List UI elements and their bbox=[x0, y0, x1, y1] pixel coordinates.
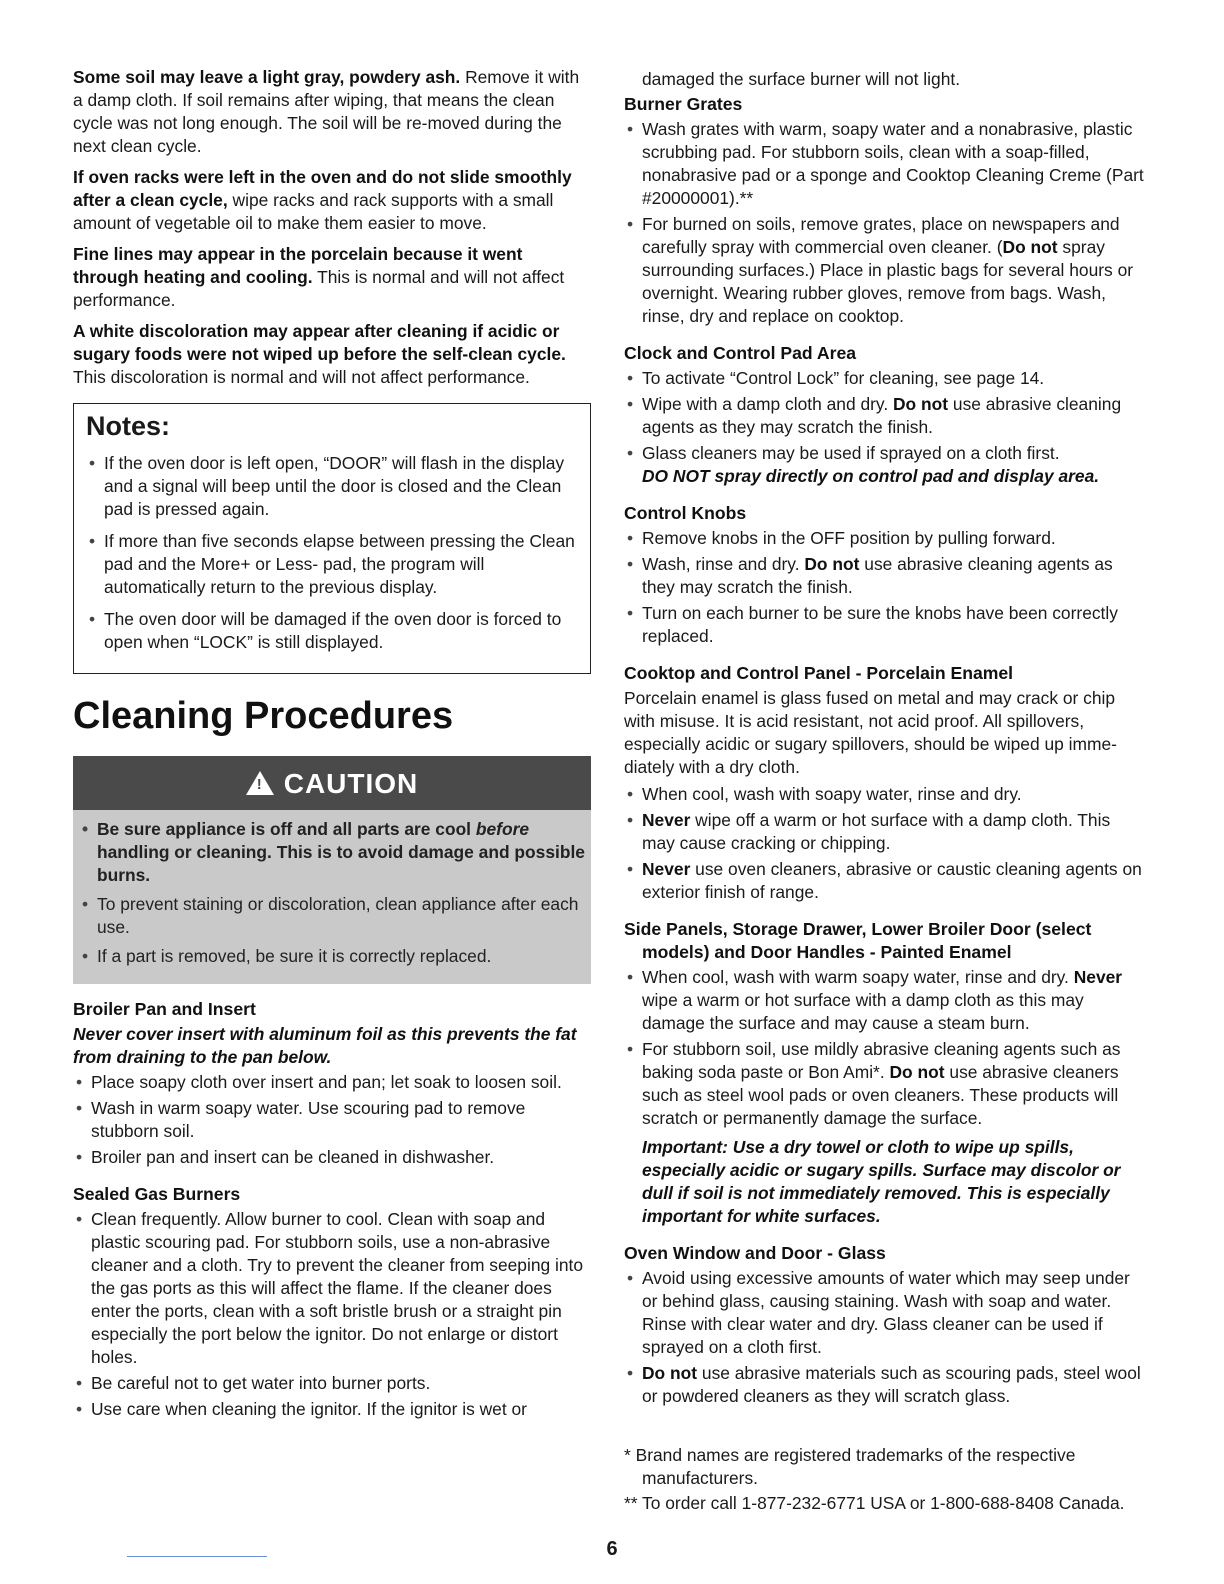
heading-broiler-pan: Broiler Pan and Insert bbox=[73, 999, 256, 1019]
list-item: • Never use oven cleaners, abrasive or caustic cleaning agents on exterior finish of range. bbox=[624, 858, 1144, 904]
notes-box bbox=[73, 403, 591, 674]
notes-title: Notes: bbox=[86, 411, 171, 441]
caution-title: CAUTION bbox=[283, 767, 419, 799]
list-item: • Be sure appliance is off and all parts are cool before handling or cleaning. This is to avoid damage and possible burns. bbox=[79, 818, 585, 887]
warning-triangle-icon: ! bbox=[246, 771, 274, 795]
divider bbox=[127, 1556, 267, 1557]
footnote-order-phone: ** To order call 1-877-232-6771 USA or 1-800-688-8408 Canada. bbox=[624, 1493, 1125, 1513]
paragraph-oven-racks: If oven racks were left in the oven and do not slide smoothly after a clean cycle, wipe racks and rack supports with a small amount of vegetable oil to make them easier to move. bbox=[73, 167, 572, 233]
list-item: • For burned on soils, remove grates, place on newspapers and carefully spray with commercial oven cleaner. (Do not spray surrounding surfaces.) Place in plastic bags for several hours or overnight. Wearing rubber gloves, remove from bags. Wash, rinse, dry and replace on cooktop. bbox=[624, 213, 1144, 328]
list-item: • Broiler pan and insert can be cleaned in dishwasher. bbox=[73, 1146, 591, 1169]
broiler-list bbox=[73, 1071, 591, 1169]
list-item: • When cool, wash with soapy water, rinse and dry. bbox=[624, 783, 1144, 806]
list-item: • Wipe with a damp cloth and dry. Do not use abrasive cleaning agents as they may scratch the finish. bbox=[624, 393, 1144, 439]
left-column bbox=[73, 66, 591, 1425]
heading-oven-window-glass: Oven Window and Door - Glass bbox=[624, 1243, 886, 1263]
heading-side-panels: Side Panels, Storage Drawer, Lower Broiler Door (select models) and Door Handles - Painted Enamel bbox=[624, 919, 1092, 962]
heading-burner-grates: Burner Grates bbox=[624, 94, 743, 114]
section-title: Cleaning Procedures bbox=[73, 695, 454, 737]
burners-list bbox=[73, 1208, 591, 1421]
list-item: • Avoid using excessive amounts of water which may seep under or behind glass, causing staining. Wash with soap and water. Rinse with clear water and dry. Glass cleaner can be used if sprayed on a cloth first. bbox=[624, 1267, 1144, 1359]
list-item: • To activate “Control Lock” for cleaning, see page 14. bbox=[624, 367, 1144, 390]
footnotes bbox=[624, 1444, 1144, 1515]
panels-important-note: Important: Use a dry towel or cloth to wipe up spills, especially acidic or sugary spills. Surface may discolor or dull if soil is not immediately removed. This is especially important for white surfaces. bbox=[642, 1137, 1121, 1226]
clock-warning: DO NOT spray directly on control pad and display area. bbox=[642, 466, 1100, 486]
list-item: • Wash, rinse and dry. Do not use abrasive cleaning agents as they may scratch the finish. bbox=[624, 553, 1144, 599]
list-item: • Clean frequently. Allow burner to cool. Clean with soap and plastic scouring pad. For stubborn soils, use a non-abrasive cleaner and a cloth. Try to prevent the cleaner from seeping into the gas ports as this will affect the flame. If the cleaner does enter the ports, clean with a soft bristle brush or a straight pin especially the port below the ignitor. Do not enlarge or distort holes. bbox=[73, 1208, 591, 1369]
caution-box bbox=[73, 756, 591, 984]
list-item: • Place soapy cloth over insert and pan; let soak to loosen soil. bbox=[73, 1071, 591, 1094]
list-item: • Glass cleaners may be used if sprayed on a cloth first. DO NOT spray directly on control pad and display area. bbox=[624, 442, 1144, 488]
paragraph-white-discoloration: A white discoloration may appear after cleaning if acidic or sugary foods were not wiped up before the self-clean cycle. This discoloration is normal and will not affect performance. bbox=[73, 321, 566, 387]
list-item: • For stubborn soil, use mildly abrasive cleaning agents such as baking soda paste or Bon Ami*. Do not use abrasive cleaners such as steel wool pads or oven cleaners. These products will scratch or permanently damage the surface. bbox=[624, 1038, 1144, 1130]
list-item: • If the oven door is left open, “DOOR” will flash in the display and a signal will beep until the door is closed and the Clean pad is pressed again. bbox=[86, 452, 578, 521]
heading-control-knobs: Control Knobs bbox=[624, 503, 747, 523]
list-item: • If a part is removed, be sure it is correctly replaced. bbox=[79, 945, 585, 968]
caution-body bbox=[73, 810, 591, 984]
notes-list bbox=[86, 452, 578, 654]
list-item: • If more than five seconds elapse between pressing the Clean pad and the More+ or Less- pad, the program will automatically return to the previous display. bbox=[86, 530, 578, 599]
list-item: • Be careful not to get water into burner ports. bbox=[73, 1372, 591, 1395]
list-item: • To prevent staining or discoloration, clean appliance after each use. bbox=[79, 893, 585, 939]
right-column bbox=[624, 68, 1144, 1517]
list-item: • Turn on each burner to be sure the knobs have been correctly replaced. bbox=[624, 602, 1144, 648]
list-item: • Do not use abrasive materials such as scouring pads, steel wool or powdered cleaners as they will scratch glass. bbox=[624, 1362, 1144, 1408]
page-number: 6 bbox=[606, 1538, 618, 1560]
footnote-brand-names: * Brand names are registered trademarks of the respective manufacturers. bbox=[624, 1445, 1076, 1488]
list-item: • The oven door will be damaged if the oven door is forced to open when “LOCK” is still displayed. bbox=[86, 608, 578, 654]
heading-cooktop-porcelain: Cooktop and Control Panel - Porcelain Enamel bbox=[624, 663, 1014, 683]
list-item: • Wash in warm soapy water. Use scouring pad to remove stubborn soil. bbox=[73, 1097, 591, 1143]
list-item: • When cool, wash with warm soapy water, rinse and dry. Never wipe a warm or hot surface with a damp cloth as this may damage the surface and may cause a steam burn. bbox=[624, 966, 1144, 1035]
heading-sealed-gas-burners: Sealed Gas Burners bbox=[73, 1184, 241, 1204]
list-item: • Never wipe off a warm or hot surface with a damp cloth. This may cause cracking or chipping. bbox=[624, 809, 1144, 855]
caution-header bbox=[73, 756, 591, 810]
heading-clock-control-pad: Clock and Control Pad Area bbox=[624, 343, 857, 363]
broiler-warning: Never cover insert with aluminum foil as this prevents the fat from draining to the pan below. bbox=[73, 1024, 577, 1067]
continued-text: damaged the surface burner will not light. bbox=[642, 69, 961, 89]
list-item: • Use care when cleaning the ignitor. If the ignitor is wet or bbox=[73, 1398, 591, 1421]
paragraph-fine-lines: Fine lines may appear in the porcelain because it went through heating and cooling. This is normal and will not affect performance. bbox=[73, 244, 565, 310]
cooktop-body: Porcelain enamel is glass fused on metal and may crack or chip with misuse. It is acid resistant, not acid proof. All spillovers, especially acidic or sugary spillovers, should be wiped up imme-diately with a dry cloth. bbox=[624, 688, 1117, 777]
paragraph-powdery-ash: Some soil may leave a light gray, powdery ash. Remove it with a damp cloth. If soil remains after wiping, that means the clean cycle was not long enough. The soil will be re-moved during the next clean cycle. bbox=[73, 67, 580, 156]
list-item: • Remove knobs in the OFF position by pulling forward. bbox=[624, 527, 1144, 550]
list-item: • Wash grates with warm, soapy water and a nonabrasive, plastic scrubbing pad. For stubborn soils, clean with a soap-filled, nonabrasive pad or a sponge and Cooktop Cleaning Creme (Part #20000001).** bbox=[624, 118, 1144, 210]
